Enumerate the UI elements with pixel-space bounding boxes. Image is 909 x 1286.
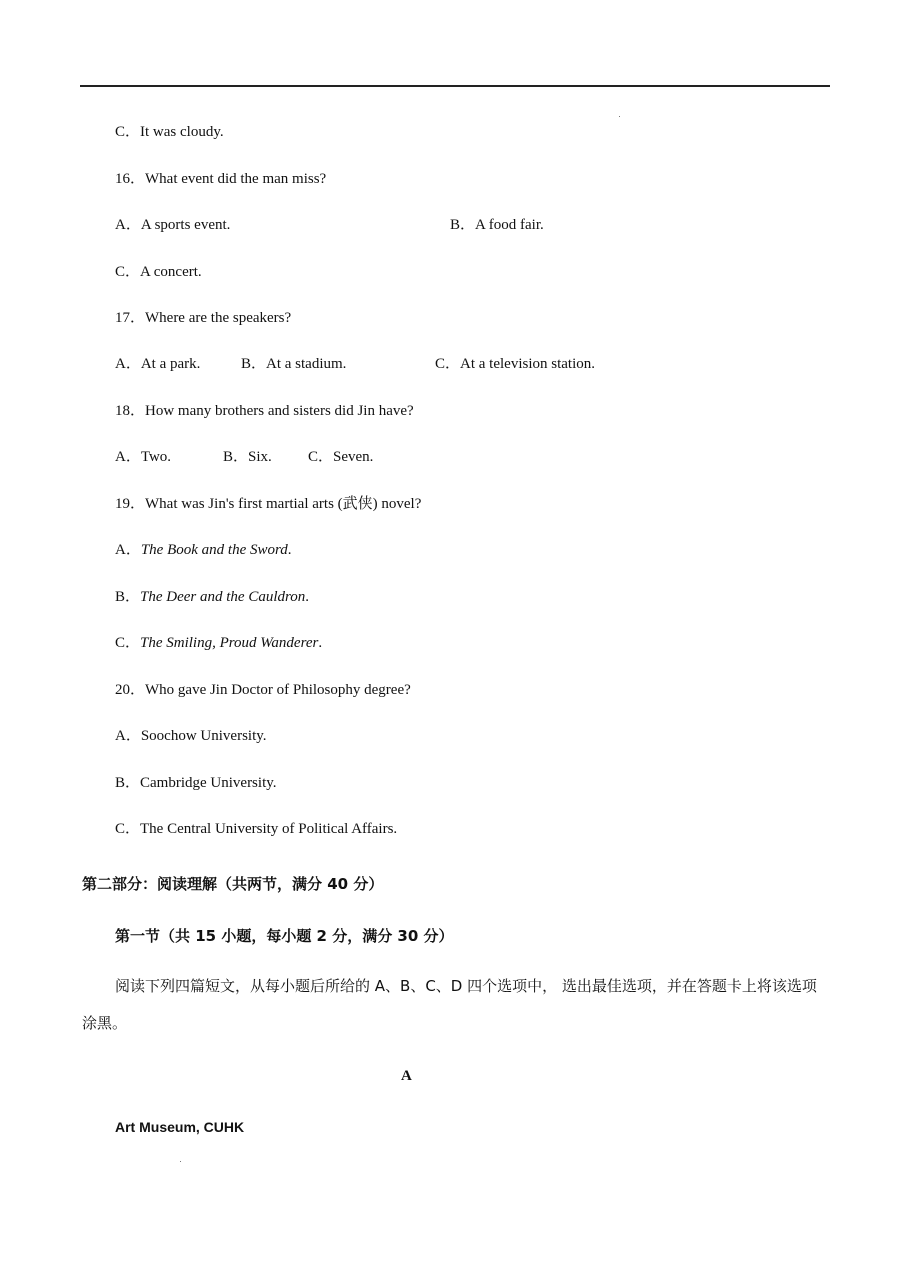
section-one-title: 第一节（共 15 小题，每小题 2 分，满分 30 分） [115, 927, 454, 945]
part-two-title: 第二部分：阅读理解（共两节，满分 40 分） [82, 875, 384, 893]
q17-option-c: C．At a television station. [435, 356, 595, 372]
passage-title: Art Museum, CUHK [115, 1119, 245, 1135]
q19-option-c-title: The Smiling, Proud Wanderer [140, 635, 319, 651]
q16-option-b: B．A food fair. [450, 217, 544, 233]
q17-option-b: B．At a stadium. [241, 356, 347, 372]
q19-question: 19．What was Jin's first martial arts (武侠) novel? [115, 496, 422, 512]
q17-option-a: A．At a park. [115, 356, 201, 372]
header-rule [80, 85, 830, 87]
q19-option-b: B．The Deer and the Cauldron. [115, 589, 310, 605]
q16-question: 16．What event did the man miss? [115, 171, 327, 187]
q18-option-a: A．Two. [115, 449, 172, 465]
q19-option-a-title: The Book and the Sword [140, 542, 288, 558]
passage-label: A [401, 1068, 412, 1084]
q20-option-b: B．Cambridge University. [115, 775, 277, 791]
q18-question: 18．How many brothers and sisters did Jin have? [115, 403, 414, 419]
q20-option-c: C．The Central University of Political Affairs. [115, 821, 398, 837]
scan-speck [619, 116, 620, 117]
q20-question: 20．Who gave Jin Doctor of Philosophy degree? [115, 682, 411, 698]
q18-option-c: C．Seven. [308, 449, 374, 465]
q18-option-b: B．Six. [223, 449, 272, 465]
q16-option-a: A．A sports event. [115, 217, 231, 233]
q19-option-a: A．The Book and the Sword. [115, 542, 292, 558]
reading-instructions: 阅读下列四篇短文，从每小题后所给的 A、B、C、D 四个选项中， 选出最佳选项，并在答题卡上将该选项涂黑。 [82, 977, 817, 1032]
q19-option-c: C．The Smiling, Proud Wanderer. [115, 635, 323, 651]
q16-option-c: C．A concert. [115, 264, 202, 280]
q19-option-b-title: The Deer and the Cauldron [140, 589, 306, 605]
q17-question: 17．Where are the speakers? [115, 310, 292, 326]
q20-option-a: A．Soochow University. [115, 728, 267, 744]
scan-speck [180, 1161, 181, 1162]
q15-option-c: C．It was cloudy. [115, 124, 224, 140]
